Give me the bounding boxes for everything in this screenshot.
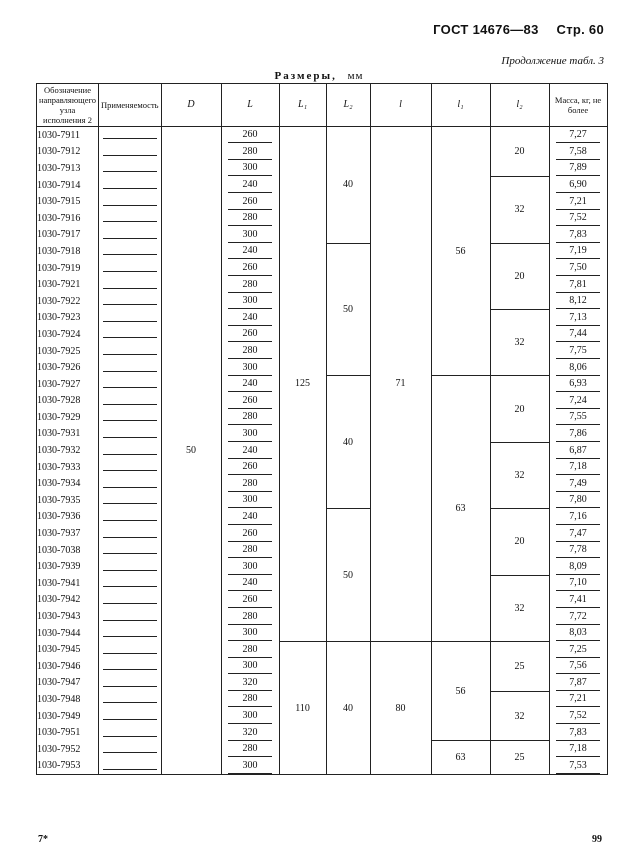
L-cell: [221, 558, 279, 575]
designation-cell: 1030-7939: [37, 558, 99, 575]
designation-cell: 1030-7936: [37, 509, 99, 526]
L-value: 260: [228, 592, 272, 608]
L-value: 260: [228, 260, 272, 276]
designation-cell: 1030-7952: [37, 741, 99, 758]
mass-cell: [549, 691, 607, 708]
applicability-cell: [99, 509, 162, 526]
L-cell: [221, 359, 279, 376]
L-value: 260: [228, 194, 272, 210]
mass-cell: [549, 227, 607, 244]
mass-cell: [549, 293, 607, 310]
table-continuation-note: Продолжение табл. 3: [501, 55, 604, 67]
applicability-cell: [99, 475, 162, 492]
l2-cell: 20: [490, 127, 549, 177]
mass-cell: [549, 326, 607, 343]
L-value: 240: [228, 310, 272, 326]
L-value: 300: [228, 658, 272, 674]
designation-cell: 1030-7945: [37, 641, 99, 658]
mass-cell: [549, 276, 607, 293]
applicability-cell: [99, 758, 162, 775]
mass-value: 7,56: [556, 658, 600, 674]
mass-value: 7,25: [556, 642, 600, 658]
L-cell: [221, 724, 279, 741]
applicability-cell: [99, 376, 162, 393]
l2-cell: 32: [490, 177, 549, 243]
applicability-cell: [99, 558, 162, 575]
designation-cell: 1030-7937: [37, 525, 99, 542]
mass-cell: [549, 724, 607, 741]
col-header-D: D: [161, 84, 221, 127]
mass-cell: [549, 625, 607, 642]
L-value: 240: [228, 443, 272, 459]
applicability-cell: [99, 658, 162, 675]
L-cell: [221, 442, 279, 459]
mass-value: 7,18: [556, 741, 600, 757]
designation-cell: 1030-7917: [37, 227, 99, 244]
L-value: 240: [228, 243, 272, 259]
designation-cell: 1030-7951: [37, 724, 99, 741]
L-cell: [221, 575, 279, 592]
mass-value: 7,80: [556, 492, 600, 508]
l-cell: 80: [370, 641, 431, 774]
mass-value: 7,47: [556, 526, 600, 542]
mass-cell: [549, 475, 607, 492]
applicability-cell: [99, 177, 162, 194]
footer-page-number: 99: [592, 834, 602, 845]
designation-cell: 1030-7912: [37, 144, 99, 161]
L-value: 300: [228, 227, 272, 243]
L2-cell: 50: [326, 243, 370, 376]
l2-cell: 32: [490, 691, 549, 741]
designation-cell: 1030-7929: [37, 409, 99, 426]
L2-cell: 40: [326, 641, 370, 774]
mass-cell: [549, 592, 607, 609]
standard-number: ГОСТ 14676—83: [433, 22, 539, 37]
col-header-L1: L₁: [279, 84, 326, 127]
l2-cell: 32: [490, 310, 549, 376]
L-value: 300: [228, 492, 272, 508]
L-value: 280: [228, 409, 272, 425]
applicability-cell: [99, 293, 162, 310]
mass-cell: [549, 558, 607, 575]
applicability-cell: [99, 492, 162, 509]
L-value: 280: [228, 277, 272, 293]
mass-value: 7,49: [556, 476, 600, 492]
L1-cell: 110: [279, 641, 326, 774]
mass-cell: [549, 758, 607, 775]
designation-cell: 1030-7941: [37, 575, 99, 592]
table-caption: [0, 70, 638, 82]
mass-cell: [549, 260, 607, 277]
L-cell: [221, 525, 279, 542]
mass-cell: [549, 393, 607, 410]
L-cell: [221, 376, 279, 393]
l1-cell: 56: [431, 127, 490, 376]
l2-cell: 20: [490, 509, 549, 575]
L-value: 300: [228, 293, 272, 309]
mass-value: 7,58: [556, 144, 600, 160]
L-value: 280: [228, 691, 272, 707]
L-value: 300: [228, 559, 272, 575]
col-header-applicability: Применяемость: [99, 84, 162, 127]
table-row: [37, 641, 608, 658]
L-value: 260: [228, 127, 272, 143]
designation-cell: 1030-7928: [37, 393, 99, 410]
L-cell: [221, 675, 279, 692]
L-cell: [221, 310, 279, 327]
L-cell: [221, 393, 279, 410]
L-cell: [221, 210, 279, 227]
L-value: 300: [228, 625, 272, 641]
mass-cell: [549, 708, 607, 725]
mass-cell: [549, 608, 607, 625]
L-cell: [221, 160, 279, 177]
mass-cell: [549, 243, 607, 260]
mass-value: 6,93: [556, 376, 600, 392]
applicability-cell: [99, 343, 162, 360]
l2-cell: 25: [490, 641, 549, 691]
mass-value: 7,87: [556, 675, 600, 691]
mass-cell: [549, 542, 607, 559]
D-cell: 50: [161, 127, 221, 775]
L-cell: [221, 592, 279, 609]
L2-cell: 40: [326, 376, 370, 509]
col-header-l1: l₁: [431, 84, 490, 127]
L2-cell: 40: [326, 127, 370, 244]
mass-value: 7,72: [556, 609, 600, 625]
mass-value: 7,83: [556, 725, 600, 741]
L-cell: [221, 227, 279, 244]
applicability-cell: [99, 409, 162, 426]
designation-cell: 1030-7931: [37, 426, 99, 443]
designation-cell: 1030-7947: [37, 675, 99, 692]
L-value: 260: [228, 459, 272, 475]
L-cell: [221, 641, 279, 658]
L1-cell: 125: [279, 127, 326, 642]
mass-cell: [549, 525, 607, 542]
L-value: 300: [228, 360, 272, 376]
designation-cell: 1030-7918: [37, 243, 99, 260]
applicability-cell: [99, 625, 162, 642]
mass-value: 7,55: [556, 409, 600, 425]
applicability-cell: [99, 127, 162, 144]
l1-cell: 63: [431, 741, 490, 775]
applicability-cell: [99, 542, 162, 559]
mass-value: 7,52: [556, 708, 600, 724]
L-value: 300: [228, 758, 272, 774]
L-cell: [221, 260, 279, 277]
caption-unit: мм: [347, 70, 364, 82]
mass-value: 7,21: [556, 691, 600, 707]
designation-cell: 1030-7953: [37, 758, 99, 775]
designation-cell: 1030-7949: [37, 708, 99, 725]
dimensions-table: [36, 83, 608, 775]
applicability-cell: [99, 310, 162, 327]
designation-cell: 1030-7944: [37, 625, 99, 642]
L-cell: [221, 708, 279, 725]
mass-value: 7,83: [556, 227, 600, 243]
L-value: 260: [228, 526, 272, 542]
mass-cell: [549, 459, 607, 476]
mass-value: 7,86: [556, 426, 600, 442]
mass-cell: [549, 144, 607, 161]
applicability-cell: [99, 426, 162, 443]
applicability-cell: [99, 210, 162, 227]
l2-cell: 25: [490, 741, 549, 775]
l2-cell: 20: [490, 376, 549, 442]
col-header-l2: l₂: [490, 84, 549, 127]
mass-value: 7,19: [556, 243, 600, 259]
page-number: Стр. 60: [556, 22, 604, 37]
L-value: 240: [228, 509, 272, 525]
col-header-designation: Обозначение направляющего узла исполнения 2: [37, 84, 99, 127]
mass-value: 8,06: [556, 360, 600, 376]
applicability-cell: [99, 243, 162, 260]
mass-cell: [549, 409, 607, 426]
L-cell: [221, 625, 279, 642]
col-header-mass: Масса, кг, не более: [549, 84, 607, 127]
designation-cell: 1030-7913: [37, 160, 99, 177]
L-value: 300: [228, 160, 272, 176]
L-value: 260: [228, 393, 272, 409]
L-value: 240: [228, 575, 272, 591]
mass-value: 7,18: [556, 459, 600, 475]
L-cell: [221, 459, 279, 476]
l1-cell: 56: [431, 641, 490, 741]
col-header-L2: L₂: [326, 84, 370, 127]
mass-cell: [549, 193, 607, 210]
col-header-l: l: [370, 84, 431, 127]
L-value: 280: [228, 609, 272, 625]
mass-cell: [549, 575, 607, 592]
mass-value: 7,53: [556, 758, 600, 774]
l-cell: 71: [370, 127, 431, 642]
table-header-row: [37, 84, 608, 127]
applicability-cell: [99, 160, 162, 177]
footer-left-mark: 7*: [38, 834, 48, 845]
applicability-cell: [99, 691, 162, 708]
applicability-cell: [99, 608, 162, 625]
designation-cell: 1030-7925: [37, 343, 99, 360]
L-cell: [221, 144, 279, 161]
mass-value: 7,24: [556, 393, 600, 409]
L-cell: [221, 758, 279, 775]
applicability-cell: [99, 592, 162, 609]
mass-value: 7,78: [556, 542, 600, 558]
applicability-cell: [99, 442, 162, 459]
L-value: 240: [228, 376, 272, 392]
applicability-cell: [99, 276, 162, 293]
L-value: 240: [228, 177, 272, 193]
mass-cell: [549, 177, 607, 194]
designation-cell: 1030-7934: [37, 475, 99, 492]
L-value: 280: [228, 642, 272, 658]
L-value: 280: [228, 343, 272, 359]
L-cell: [221, 509, 279, 526]
applicability-cell: [99, 193, 162, 210]
designation-cell: 1030-7915: [37, 193, 99, 210]
applicability-cell: [99, 359, 162, 376]
designation-cell: 1030-7932: [37, 442, 99, 459]
L-value: 280: [228, 741, 272, 757]
designation-cell: 1030-7914: [37, 177, 99, 194]
applicability-cell: [99, 575, 162, 592]
mass-cell: [549, 426, 607, 443]
mass-value: 8,03: [556, 625, 600, 641]
mass-cell: [549, 641, 607, 658]
L-cell: [221, 741, 279, 758]
mass-value: 7,41: [556, 592, 600, 608]
L-value: 320: [228, 725, 272, 741]
mass-cell: [549, 310, 607, 327]
mass-value: 7,75: [556, 343, 600, 359]
designation-cell: 1030-7919: [37, 260, 99, 277]
applicability-cell: [99, 326, 162, 343]
designation-cell: 1030-7038: [37, 542, 99, 559]
L-cell: [221, 608, 279, 625]
l2-cell: 20: [490, 243, 549, 309]
L-cell: [221, 492, 279, 509]
applicability-cell: [99, 393, 162, 410]
applicability-cell: [99, 675, 162, 692]
mass-cell: [549, 675, 607, 692]
mass-cell: [549, 509, 607, 526]
L-value: 320: [228, 675, 272, 691]
designation-cell: 1030-7921: [37, 276, 99, 293]
L-value: 260: [228, 326, 272, 342]
l2-cell: 32: [490, 442, 549, 508]
L2-cell: 50: [326, 509, 370, 642]
L-cell: [221, 475, 279, 492]
applicability-cell: [99, 227, 162, 244]
mass-value: 7,27: [556, 127, 600, 143]
mass-value: 6,90: [556, 177, 600, 193]
mass-value: 7,52: [556, 210, 600, 226]
L-value: 280: [228, 144, 272, 160]
mass-cell: [549, 741, 607, 758]
L-value: 280: [228, 210, 272, 226]
l2-cell: 32: [490, 575, 549, 641]
L-cell: [221, 127, 279, 144]
applicability-cell: [99, 260, 162, 277]
designation-cell: 1030-7943: [37, 608, 99, 625]
mass-value: 7,16: [556, 509, 600, 525]
L-cell: [221, 426, 279, 443]
L-cell: [221, 177, 279, 194]
l1-cell: 63: [431, 376, 490, 642]
mass-cell: [549, 343, 607, 360]
applicability-cell: [99, 641, 162, 658]
caption-title: Размеры,: [274, 70, 337, 82]
mass-value: 7,81: [556, 277, 600, 293]
mass-cell: [549, 658, 607, 675]
applicability-cell: [99, 741, 162, 758]
L-cell: [221, 409, 279, 426]
table-body: [37, 127, 608, 775]
L-cell: [221, 243, 279, 260]
mass-value: 8,12: [556, 293, 600, 309]
mass-value: 7,10: [556, 575, 600, 591]
mass-cell: [549, 442, 607, 459]
mass-value: 7,21: [556, 194, 600, 210]
applicability-cell: [99, 459, 162, 476]
mass-cell: [549, 359, 607, 376]
designation-cell: 1030-7923: [37, 310, 99, 327]
mass-cell: [549, 127, 607, 144]
L-cell: [221, 276, 279, 293]
L-cell: [221, 293, 279, 310]
L-cell: [221, 658, 279, 675]
designation-cell: 1030-7916: [37, 210, 99, 227]
mass-cell: [549, 376, 607, 393]
mass-value: 7,89: [556, 160, 600, 176]
designation-cell: 1030-7933: [37, 459, 99, 476]
dimensions-table-wrapper: [36, 83, 608, 775]
L-cell: [221, 326, 279, 343]
mass-cell: [549, 210, 607, 227]
L-cell: [221, 691, 279, 708]
L-cell: [221, 542, 279, 559]
applicability-cell: [99, 724, 162, 741]
mass-cell: [549, 492, 607, 509]
designation-cell: 1030-7946: [37, 658, 99, 675]
col-header-L: L: [221, 84, 279, 127]
L-value: 300: [228, 708, 272, 724]
designation-cell: 1030-7924: [37, 326, 99, 343]
designation-cell: 1030-7911: [37, 127, 99, 144]
designation-cell: 1030-7922: [37, 293, 99, 310]
designation-cell: 1030-7935: [37, 492, 99, 509]
page-header: [419, 22, 604, 37]
L-value: 300: [228, 426, 272, 442]
designation-cell: 1030-7948: [37, 691, 99, 708]
designation-cell: 1030-7942: [37, 592, 99, 609]
L-cell: [221, 343, 279, 360]
L-value: 280: [228, 476, 272, 492]
mass-cell: [549, 160, 607, 177]
designation-cell: 1030-7927: [37, 376, 99, 393]
mass-value: 7,44: [556, 326, 600, 342]
table-row: [37, 127, 608, 144]
mass-value: 8,09: [556, 559, 600, 575]
mass-value: 6,87: [556, 443, 600, 459]
designation-cell: 1030-7926: [37, 359, 99, 376]
mass-value: 7,13: [556, 310, 600, 326]
L-value: 280: [228, 542, 272, 558]
L-cell: [221, 193, 279, 210]
mass-value: 7,50: [556, 260, 600, 276]
applicability-cell: [99, 708, 162, 725]
applicability-cell: [99, 525, 162, 542]
applicability-cell: [99, 144, 162, 161]
